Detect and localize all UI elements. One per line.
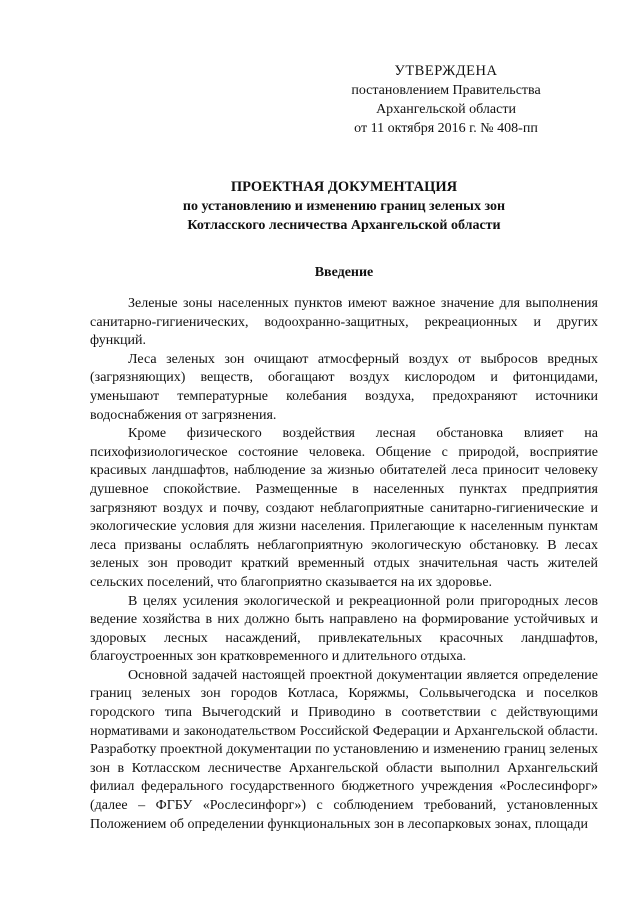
approval-line-2: Архангельской области	[376, 102, 516, 117]
paragraph: Зеленые зоны населенных пунктов имеют важное значение для выполнения санитарно-гигиенических, водоохранно-защитных, рекреационных и других функций.	[90, 296, 598, 349]
approval-heading: УТВЕРЖДЕНА	[394, 63, 498, 79]
document-title	[90, 178, 598, 235]
title-main: ПРОЕКТНАЯ ДОКУМЕНТАЦИЯ	[230, 179, 458, 195]
paragraph: В целях усиления экологической и рекреационной роли пригородных лесов ведение хозяйства в них должно быть направлено на формирование устойчивых и здоровых лесных насаждений, привлекательных красочных ландшафтов, благоустроенных зон кратковременного и длительного отдыха.	[90, 593, 598, 665]
approval-line-1: постановлением Правительства	[351, 83, 541, 98]
paragraph: Леса зеленых зон очищают атмосферный воздух от выбросов вредных (загрязняющих) веществ, обогащают воздух кислородом и фитонцидами, уменьшают температурные колебания воздуха, предохраняют источники водоснабжения от загрязнения.	[90, 351, 598, 423]
paragraph: Основной задачей настоящей проектной документации является определение границ зеленых зон городов Котласа, Коряжмы, Сольвычегодска и поселков городского типа Вычегодский и Приводино в соответствии с действующими нормативами и законодательством Российской Федерации и Архангельской области. Разработку проектной документации по установлению и изменению границ зеленых зон в Котласском лесничестве Архангельской области выполнил Архангельский филиал федерального государственного бюджетного учреждения «Рослесинфорг» (далее – ФГБУ «Рослесинфорг») с соблюдением требований, установленных Положением об определении функциональных зон в лесопарковых зонах, площади	[90, 667, 598, 832]
approval-line-3: от 11 октября 2016 г. № 408-пп	[354, 121, 538, 136]
section-heading: Введение	[314, 265, 374, 280]
title-line-2: по установлению и изменению границ зеленых зон	[182, 199, 506, 214]
approval-block	[340, 62, 552, 138]
title-line-3: Котласского лесничества Архангельской области	[187, 218, 501, 233]
document-body	[90, 295, 598, 834]
paragraph: Кроме физического воздействия лесная обстановка влияет на психофизиологическое состояние человека. Общение с природой, восприятие красивых ландшафтов, наблюдение за жизнью обитателей леса приносит человеку душевное спокойствие. Размещенные в населенных пунктах предприятия загрязняют воздух и почву, создают неблагоприятные санитарно-гигиенические и экологические условия для жизни населения. Прилегающие к населенным пунктам леса призваны ослаблять неблагоприятную экологическую обстановку. В лесах зеленых зон проводит краткий временный отдых значительная часть жителей сельских поселений, что благоприятно сказывается на их здоровье.	[90, 426, 598, 590]
